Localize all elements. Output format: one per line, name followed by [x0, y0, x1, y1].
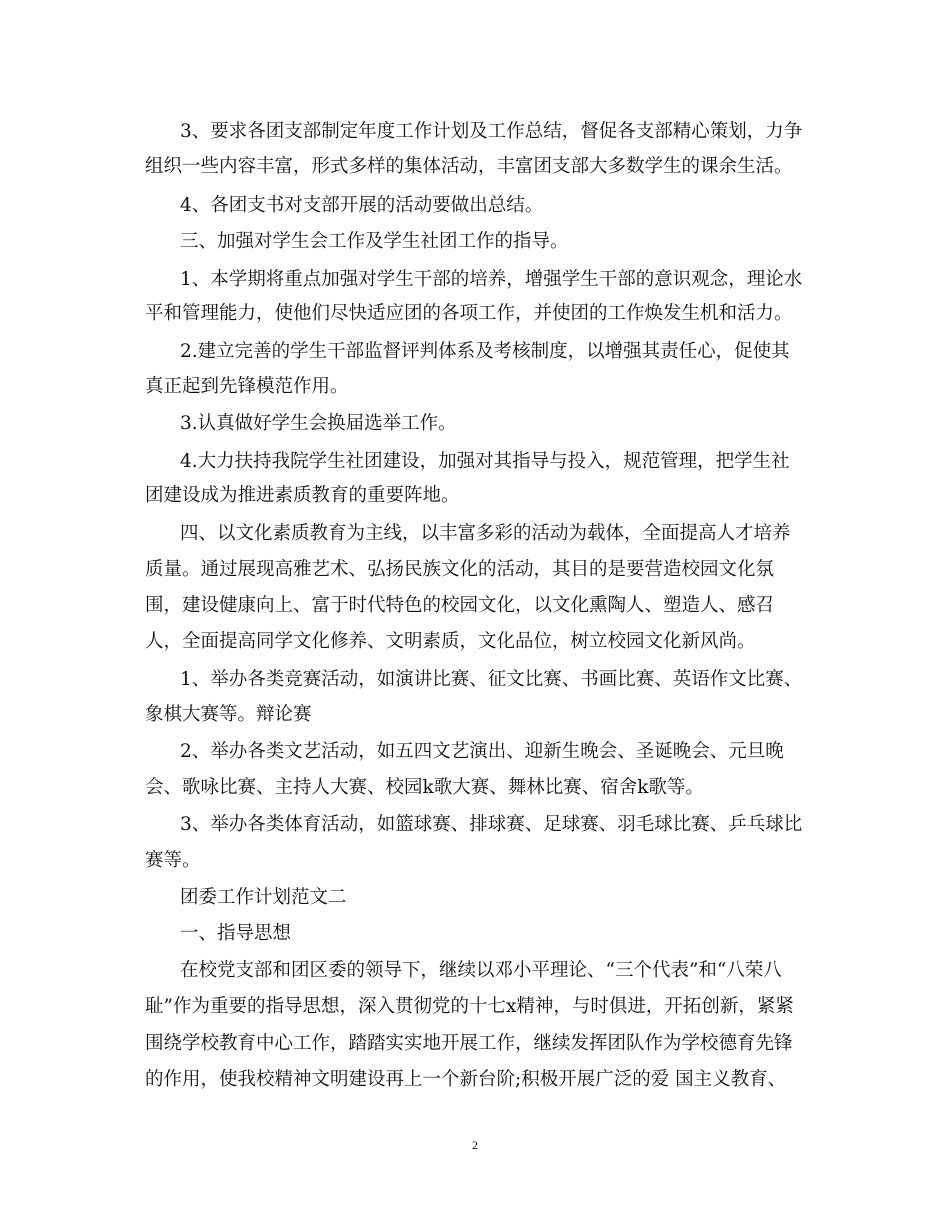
- page-number: 2: [472, 1138, 478, 1152]
- paragraph-line: 4.大力扶持我院学生社团建设，加强对其指导与投入，规范管理，把学生社: [180, 451, 790, 472]
- section-heading: 三、加强对学生会工作及学生社团工作的指导。: [180, 231, 569, 252]
- paragraph-line: 4、各团支书对支部开展的活动要做出总结。: [180, 195, 544, 216]
- paragraph-line: 1、举办各类竞赛活动，如演讲比赛、征文比赛、书画比赛、英语作文比赛、: [180, 669, 803, 690]
- paragraph-line: 耻”作为重要的指导思想，深入贯彻党的十七x精神，与时俱进，开拓创新，紧紧: [145, 996, 794, 1017]
- paragraph-line: 平和管理能力，使他们尽快适应团的各项工作，并使团的工作焕发生机和活力。: [145, 303, 793, 324]
- paragraph-line: 1、本学期将重点加强对学生干部的培养，增强学生干部的意识观念，理论水: [180, 269, 803, 290]
- paragraph-line: 围绕学校教育中心工作，踏踏实实地开展工作，继续发挥团队作为学校德育先锋: [145, 1033, 793, 1054]
- paragraph-line: 2.建立完善的学生干部监督评判体系及考核制度，以增强其责任心，促使其: [180, 341, 790, 362]
- paragraph-line: 的作用，使我校精神文明建设再上一个新台阶;积极开展广泛的爱 国主义教育、: [145, 1069, 787, 1090]
- paragraph-line: 3.认真做好学生会换届选举工作。: [180, 413, 457, 434]
- paragraph-line: 2、举办各类文艺活动，如五四文艺演出、迎新生晚会、圣诞晚会、元旦晚: [180, 741, 784, 762]
- section-heading: 四、以文化素质教育为主线，以丰富多彩的活动为载体，全面提高人才培养: [180, 523, 791, 544]
- paragraph-line: 团建设成为推进素质教育的重要阵地。: [145, 485, 460, 506]
- paragraph-line: 赛等。: [145, 850, 201, 871]
- paragraph-line: 人，全面提高同学文化修养、文明素质，文化品位，树立校园文化新风尚。: [145, 631, 756, 652]
- section-title: 团委工作计划范文二: [180, 887, 347, 908]
- paragraph-line: 3、要求各团支部制定年度工作计划及工作总结，督促各支部精心策划，力争: [180, 121, 803, 142]
- paragraph-line: 组织一些内容丰富，形式多样的集体活动，丰富团支部大多数学生的课余生活。: [145, 156, 793, 177]
- paragraph-line: 象棋大赛等。辩论赛: [145, 704, 312, 725]
- paragraph-line: 3、举办各类体育活动，如篮球赛、排球赛、足球赛、羽毛球比赛、乒乓球比: [180, 814, 803, 835]
- paragraph-line: 围，建设健康向上、富于时代特色的校园文化，以文化熏陶人、塑造人、感召: [145, 595, 775, 616]
- paragraph-line: 质量。通过展现高雅艺术、弘扬民族文化的活动，其目的是要营造校园文化氛: [145, 559, 775, 580]
- paragraph-line: 在校党支部和团区委的领导下，继续以邓小平理论、“三个代表”和“八荣八: [180, 960, 782, 981]
- section-heading: 一、指导思想: [180, 923, 292, 944]
- paragraph-line: 会、歌咏比赛、主持人大赛、校园k歌大赛、舞林比赛、宿舍k歌等。: [145, 777, 704, 798]
- paragraph-line: 真正起到先锋模范作用。: [145, 376, 349, 397]
